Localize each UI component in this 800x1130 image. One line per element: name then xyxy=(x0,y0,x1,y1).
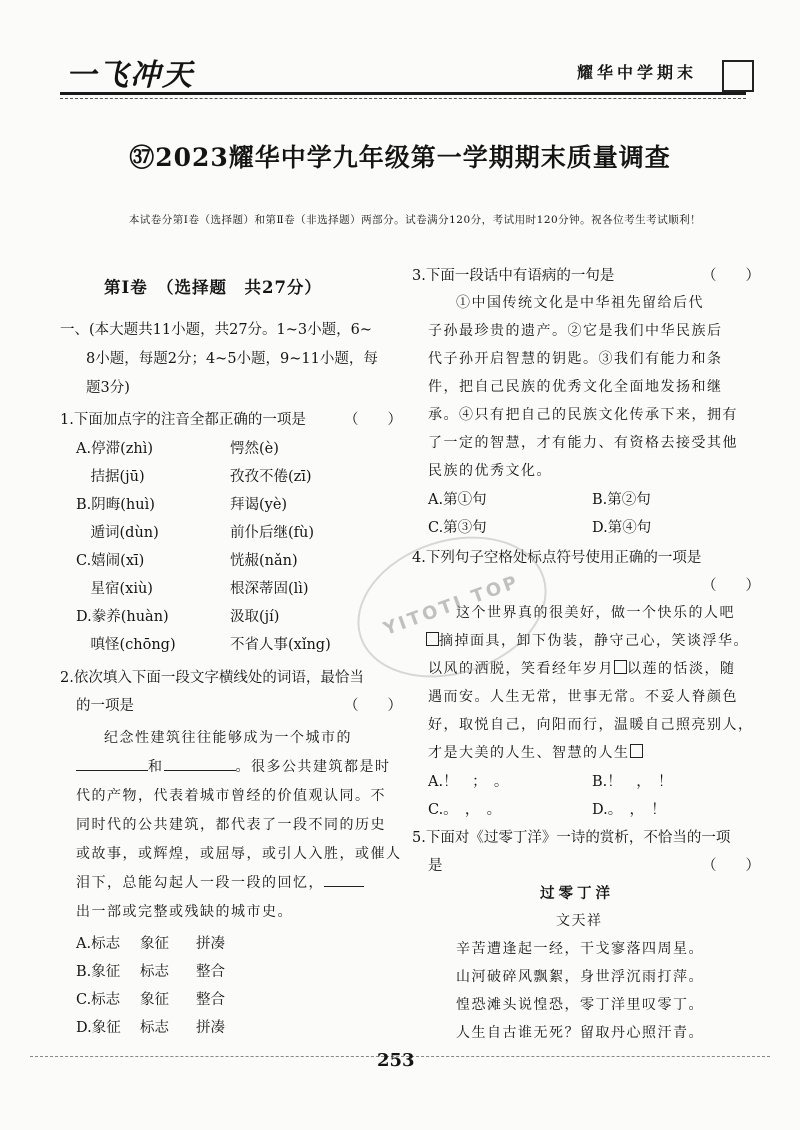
q3-stem: 3.下面一段话中有语病的一句是 xyxy=(412,268,615,284)
q4-passage-line: 好，取悦自己，向阳而行，温暖自己照亮别人， xyxy=(428,717,754,733)
q2-option: 标志 xyxy=(140,964,169,980)
q3-passage-line: 了一定的智慧，才有能力、有资格去接受其他 xyxy=(428,435,738,451)
q1-option-left: C.嬉闹(xī) xyxy=(76,553,145,569)
q1-option-left: B.阴晦(huì) xyxy=(76,497,155,513)
q3-answer-paren: （ ） xyxy=(702,268,760,284)
fill-blank xyxy=(164,756,236,771)
q2-passage-line: 同时代的公共建筑，都代表了一段不同的历史 xyxy=(76,817,386,833)
q3-passage-line: 民族的优秀文化。 xyxy=(428,463,552,479)
q2-passage-line: 纪念性建筑往往能够成为一个城市的 xyxy=(104,730,352,746)
q3-passage-line: ①中国传统文化是中华祖先留给后代 xyxy=(456,295,704,311)
part1-intro-3: 题3分) xyxy=(86,380,130,396)
q4-option: D.。 ， ！ xyxy=(592,802,666,818)
q3-option: D.第④句 xyxy=(592,520,652,536)
q3-passage-line: 件，把自己民族的优秀文化全面地发扬和继 xyxy=(428,379,723,395)
q1-option-right: 汲取(jí) xyxy=(230,609,280,625)
q3-option: A.第①句 xyxy=(428,492,487,508)
header-rule xyxy=(60,92,746,95)
q4-option: A.！ ； 。 xyxy=(428,774,509,790)
q4-option: B.！ ， ！ xyxy=(592,774,673,790)
poem-line: 人生自古谁无死？留取丹心照汗青。 xyxy=(456,1025,704,1041)
q5-answer-paren: （ ） xyxy=(702,858,760,874)
q4-passage-line: 以风的洒脱，笑看经年岁月 以莲的恬淡，随 xyxy=(428,661,736,677)
q3-passage-line: 子孙最珍贵的遗产。②它是我们中华民族后 xyxy=(428,323,723,339)
q2-option: 象征 xyxy=(140,992,169,1008)
q3-option: C.第③句 xyxy=(428,520,487,536)
blank-box xyxy=(630,744,643,758)
q1-stem: 1.下面加点字的注音全都正确的一项是 xyxy=(60,412,306,428)
part1-intro-1: 一、(本大题共11小题，共27分。1~3小题，6~ xyxy=(60,322,373,338)
q3-option: B.第②句 xyxy=(592,492,651,508)
q4-option: C.。 ， 。 xyxy=(428,802,502,818)
q2-option: 整合 xyxy=(196,964,225,980)
q4-passage-line: 摘掉面具，卸下伪装，静守己心，笑谈浮华。 xyxy=(426,630,749,650)
q2-passage-line: 泪下，总能勾起人一段一段的回忆， xyxy=(76,872,364,892)
q1-option-right: 前仆后继(fù) xyxy=(230,525,315,541)
q2-option: 象征 xyxy=(140,936,169,952)
poem-author: 文天祥 xyxy=(556,913,603,929)
poem-line: 辛苦遭逢起一经，干戈寥落四周星。 xyxy=(456,941,704,957)
fill-blank xyxy=(76,756,148,771)
q1-option-left: A.停滞(zhì) xyxy=(76,441,154,457)
q2-option: A.标志 xyxy=(76,936,121,952)
q5-stem-1: 5.下面对《过零丁洋》一诗的赏析，不恰当的一项 xyxy=(412,830,731,846)
q4-stem: 4.下列句子空格处标点符号使用正确的一项是 xyxy=(412,550,702,566)
header-tag: 耀华中学期末 xyxy=(577,63,698,82)
poem-line: 惶恐滩头说惶恐，零丁洋里叹零丁。 xyxy=(456,997,704,1013)
q2-passage-line: 或故事，或辉煌，或屈辱，或引人入胜，或催人 xyxy=(76,846,402,862)
q1-option-left: D.豢养(huàn) xyxy=(76,609,169,625)
q2-option: D.象征 xyxy=(76,1020,121,1036)
q2-option: 拼凑 xyxy=(196,1020,225,1036)
q2-option: B.象征 xyxy=(76,964,121,980)
q4-passage-line: 遇而安。人生无常，世事无常。不妥人脊颜色 xyxy=(428,689,738,705)
blank-box xyxy=(614,660,627,674)
q5-stem-2: 是 xyxy=(428,858,443,874)
q1-option-right: 孜孜不倦(zī) xyxy=(230,469,312,485)
page-number: 253 xyxy=(377,1050,415,1071)
poem-title: 过零丁洋 xyxy=(540,885,614,902)
q1-answer-paren: （ ） xyxy=(344,412,402,428)
q4-passage-line: 这个世界真的很美好，做一个快乐的人吧 xyxy=(456,605,735,621)
q2-passage-line: 代的产物，代表着城市曾经的价值观认同。不 xyxy=(76,788,386,804)
page-title: ㊲2023耀华中学九年级第一学期期末质量调查 xyxy=(129,143,671,172)
exam-notice: 本试卷分第Ⅰ卷（选择题）和第Ⅱ卷（非选择题）两部分。试卷满分120分，考试用时120分钟。祝各位考生考试顺利！ xyxy=(128,214,702,226)
q2-option: 标志 xyxy=(140,1020,169,1036)
q1-option-right: 拜谒(yè) xyxy=(230,497,288,513)
q1-option-right: 不省人事(xǐng) xyxy=(230,637,331,653)
header-rule-dashed xyxy=(60,98,746,99)
q1-option-left: 嗔怪(chōng) xyxy=(76,637,176,653)
q1-option-right: 恍赧(nǎn) xyxy=(230,553,298,569)
q2-passage-line: 和 。很多公共建筑都是时 xyxy=(76,756,391,776)
section-title: 第Ⅰ卷 （选择题 共27分） xyxy=(104,278,322,297)
fill-blank xyxy=(324,872,364,887)
q4-answer-paren: （ ） xyxy=(702,578,760,594)
brand-logo: 一飞冲天 xyxy=(66,58,194,93)
header-badge xyxy=(722,60,754,92)
q3-passage-line: 承。④只有把自己的民族文化传承下来，拥有 xyxy=(428,407,738,423)
q1-option-left: 拮据(jū) xyxy=(76,469,145,485)
poem-line: 山河破碎风飘絮，身世浮沉雨打萍。 xyxy=(456,969,704,985)
q1-option-right: 愕然(è) xyxy=(230,441,279,457)
q2-option: C.标志 xyxy=(76,992,121,1008)
q4-passage-line: 才是大美的人生、智慧的人生 xyxy=(428,742,643,762)
q3-passage-line: 代子孙开启智慧的钥匙。③我们有能力和条 xyxy=(428,351,723,367)
part1-intro-2: 8小题，每题2分；4~5小题，9~11小题，每 xyxy=(86,351,378,367)
q2-passage-line: 出一部或完整或残缺的城市史。 xyxy=(76,904,293,920)
q2-answer-paren: （ ） xyxy=(344,698,402,714)
q2-stem-2: 的一项是 xyxy=(76,698,134,714)
q2-option: 拼凑 xyxy=(196,936,225,952)
q2-stem-1: 2.依次填入下面一段文字横线处的词语，最恰当 xyxy=(60,670,364,686)
q2-option: 整合 xyxy=(196,992,225,1008)
q1-option-left: 星宿(xiù) xyxy=(76,581,153,597)
watermark-text: YITOTI TOP xyxy=(380,571,523,640)
q1-option-left: 遁词(dùn) xyxy=(76,525,159,541)
q1-option-right: 根深蒂固(lì) xyxy=(230,581,309,597)
